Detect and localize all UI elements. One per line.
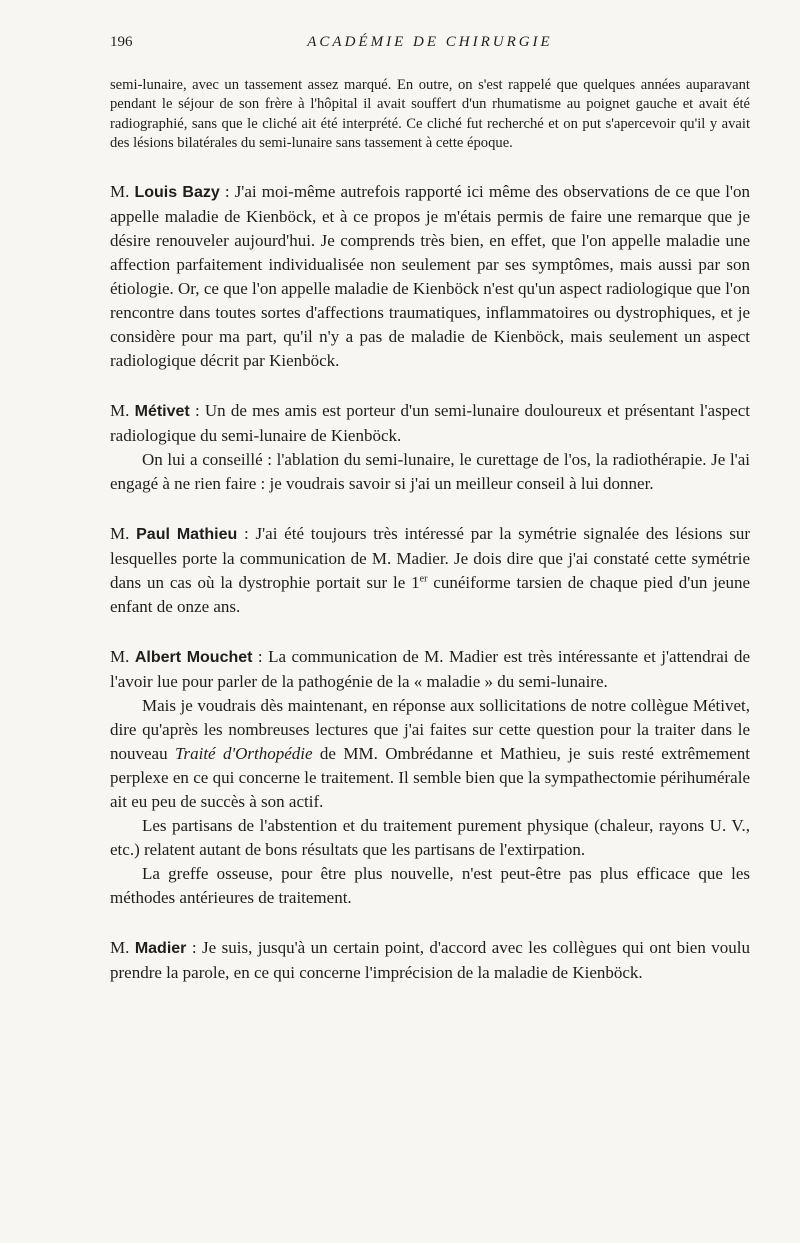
remark-metivet-continuation: On lui a conseillé : l'ablation du semi-lunaire, le curettage de l'os, la radiothérapie. Je l'ai engagé à ne rien faire : je voudrais savoir si j'ai un meilleur conseil à lui donner.	[110, 449, 750, 493]
ordinal-superscript: er	[419, 572, 428, 584]
speaker-name: Paul Mathieu	[136, 525, 238, 543]
remark-mathieu	[110, 522, 750, 619]
remark-text-end: cunéiforme tarsien de chaque pied d'un jeune enfant de onze ans.	[110, 572, 751, 616]
remark-text: : J'ai été toujours très intéressé par la symétrie signalée des lésions sur lesquelles porte la communication de M. Madier. Je dois dire que j'ai constaté cette symétrie dans un cas où la dystrophie portait sur le 1	[110, 523, 750, 592]
text-segment: de MM. Ombrédanne et Mathieu, je suis resté extrêmement perplexe en ce qui concerne le traitement. Il semble bien que la sympathectomie périhumérale ait eu peu de succès à son actif.	[110, 743, 750, 811]
speaker-title: M.	[110, 400, 130, 420]
speaker-name: Louis Bazy	[134, 183, 220, 201]
running-title: ACADÉMIE DE CHIRURGIE	[307, 34, 553, 50]
opening-paragraph: semi-lunaire, avec un tassement assez marqué. En outre, on s'est rappelé que quelques années auparavant pendant le séjour de son frère à l'hôpital il avait souffert d'un rhumatisme au poignet gauche et avait été radiographié, sans que le cliché ait été interprété. Ce cliché fut recherché et on put s'apercevoir qu'il y avait des lésions bilatérales du semi-lunaire sans tassement à cette époque.	[110, 77, 750, 152]
remark-text: : Un de mes amis est porteur d'un semi-lunaire douloureux et présentant l'aspect radiologique du semi-lunaire de Kienböck.	[110, 400, 750, 445]
speaker-title: M.	[110, 646, 130, 666]
remark-mouchet	[110, 645, 750, 694]
book-title: Traité d'Orthopédie	[174, 743, 313, 763]
remark-text: : La communication de M. Madier est très intéressante et j'attendrai de l'avoir lue pour parler de la pathogénie de la « maladie » du semi-lunaire.	[110, 646, 751, 691]
remark-bazy	[110, 180, 750, 373]
speaker-name: Albert Mouchet	[134, 648, 253, 666]
remark-mouchet-paragraph-2	[110, 694, 750, 814]
speaker-title: M.	[110, 523, 130, 543]
page-number: 196	[110, 34, 133, 50]
remark-text: : Je suis, jusqu'à un certain point, d'accord avec les collègues qui ont bien voulu prendre la parole, en ce qui concerne l'imprécision de la maladie de Kienböck.	[110, 937, 751, 982]
speaker-name: Métivet	[134, 402, 190, 420]
remark-metivet	[110, 399, 750, 448]
remark-text: : J'ai moi-même autrefois rapporté ici même des observations de ce que l'on appelle maladie de Kienböck, et à ce propos je m'étais permis de faire une remarque que je désire renouveler aujourd'hui. Je comprends très bien, en effet, que l'on appelle maladie une affection parfaitement individualisée non seulement par ses symptômes, mais aussi par son étiologie. Or, ce que l'on appelle maladie de Kienböck n'est qu'un aspect radiologique que l'on rencontre dans toutes sortes d'affections traumatiques, inflammatoires ou dystrophiques, et je considère pour ma part, qu'il n'y a pas de maladie de Kienböck, mais seulement un aspect radiologique décrit par Kienböck.	[110, 181, 751, 370]
text-segment: Mais je voudrais dès maintenant, en réponse aux sollicitations de notre collègue Métivet, dire qu'après les nombreuses lectures que j'ai faites sur cette question pour la traiter dans le nouveau	[110, 695, 750, 763]
speaker-title: M.	[110, 937, 130, 957]
page-body	[110, 76, 750, 985]
speaker-title: M.	[110, 181, 130, 201]
speaker-name: Madier	[134, 939, 187, 957]
remark-mouchet-paragraph-4: La greffe osseuse, pour être plus nouvelle, n'est peut-être pas plus efficace que les méthodes antérieures de traitement.	[110, 863, 750, 907]
remark-madier	[110, 936, 750, 985]
remark-mouchet-paragraph-3: Les partisans de l'abstention et du traitement purement physique (chaleur, rayons U. V., etc.) relatent autant de bons résultats que les partisans de l'extirpation.	[110, 815, 750, 859]
page-header	[110, 34, 750, 58]
